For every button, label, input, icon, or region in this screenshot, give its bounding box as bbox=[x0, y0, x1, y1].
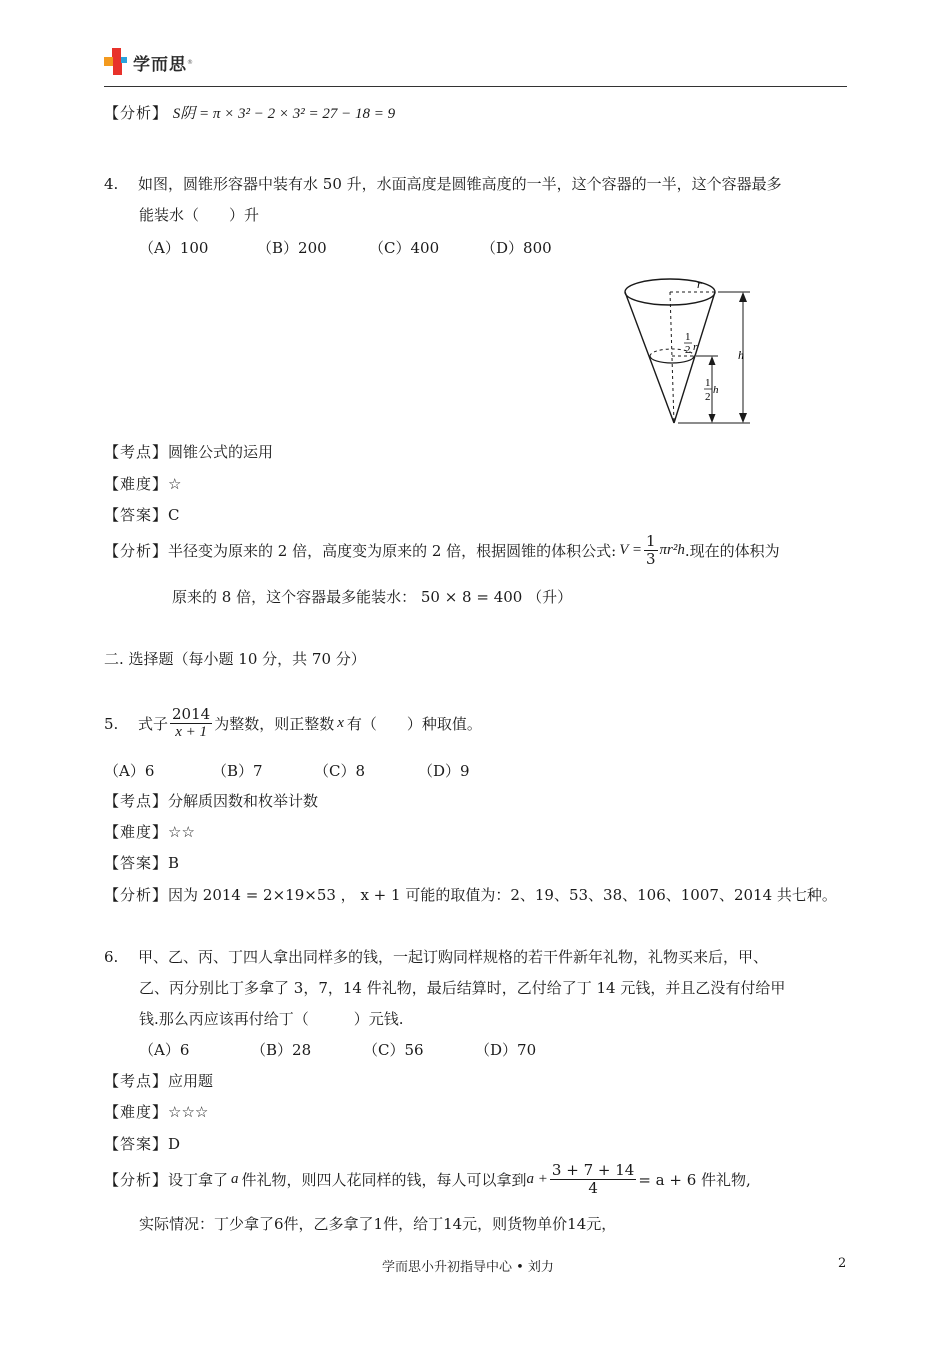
header-rule bbox=[104, 86, 847, 87]
q5-nandu bbox=[104, 821, 195, 842]
q5-fenxi bbox=[104, 884, 837, 905]
fenxi-var-a: a bbox=[231, 1171, 239, 1188]
fenxi-text: 因为 2014 = 2×19×53 ， x + 1 可能的取值为：2、19、53、38、106、1007、2014 共七种。 bbox=[168, 886, 837, 904]
fenxi-text-d: = a + 6 件礼物, bbox=[638, 1171, 751, 1190]
daan-tag: 【答案】 bbox=[104, 854, 169, 872]
kaodian-text: 分解质因数和枚举计数 bbox=[168, 792, 319, 810]
label-half-h-den: 2 bbox=[705, 391, 711, 403]
fenxi-frac-den: 3 bbox=[646, 550, 656, 569]
nandu-stars: ☆ bbox=[168, 475, 182, 493]
kaodian-tag: 【考点】 bbox=[104, 792, 169, 810]
fenxi-fraction bbox=[550, 1162, 636, 1198]
label-half-r-var: r bbox=[693, 341, 698, 353]
label-half-r-den: 2 bbox=[685, 344, 691, 356]
logo bbox=[104, 48, 193, 76]
q5-fraction bbox=[170, 706, 212, 742]
fenxi-fraction bbox=[644, 533, 658, 569]
daan-text: D bbox=[168, 1135, 181, 1153]
q6-kaodian bbox=[104, 1070, 213, 1091]
daan-text: B bbox=[168, 854, 180, 872]
fenxi-frac-num: 1 bbox=[646, 532, 656, 550]
q4-option-c: （C）400 bbox=[369, 239, 440, 257]
q4-option-d: （D）800 bbox=[481, 239, 552, 257]
q4-options bbox=[139, 237, 552, 258]
q5-text-a: 式子 bbox=[138, 715, 169, 734]
nandu-stars: ☆☆☆ bbox=[168, 1103, 209, 1121]
kaodian-tag: 【考点】 bbox=[104, 443, 169, 461]
q6-fenxi-line1 bbox=[104, 1162, 751, 1198]
daan-text: C bbox=[168, 506, 180, 524]
q5-text-b: 为整数，则正整数 bbox=[214, 715, 335, 734]
label-half-h-var: h bbox=[713, 384, 719, 396]
fenxi-text-b: 件礼物，则四人花同样的钱，每人可以拿到 bbox=[241, 1171, 527, 1190]
label-half-r-num: 1 bbox=[685, 331, 691, 343]
cone-left-edge bbox=[625, 292, 674, 423]
q5-option-b: （B）7 bbox=[212, 762, 263, 780]
logo-mark-icon bbox=[104, 48, 130, 76]
q5-option-a: （A）6 bbox=[104, 762, 155, 780]
q4-number: 4. bbox=[104, 175, 119, 193]
logo-text: 学而思 bbox=[133, 54, 187, 75]
q5-frac-num: 2014 bbox=[172, 705, 211, 723]
label-r: r bbox=[697, 277, 702, 291]
fenxi-frac-den: 4 bbox=[588, 1179, 598, 1198]
q5-options bbox=[104, 760, 470, 781]
cone-right-edge bbox=[674, 292, 715, 423]
q6-options bbox=[139, 1039, 536, 1060]
fenxi-frac-num: 3 + 7 + 14 bbox=[551, 1161, 635, 1179]
q4-nandu bbox=[104, 473, 181, 494]
q4-option-a: （A）100 bbox=[139, 239, 209, 257]
q4-daan bbox=[104, 504, 180, 525]
fenxi-tag: 【分析】 bbox=[104, 1171, 169, 1190]
q5-daan bbox=[104, 852, 179, 873]
q4-fenxi-line2: 原来的 8 倍，这个容器最多能装水： 50 × 8 = 400 （升） bbox=[172, 588, 573, 606]
q6-text-line2: 乙、丙分别比丁多拿了 3，7，14 件礼物，最后结算时，乙付给了丁 14 元钱，并且乙没有付给甲 bbox=[139, 979, 786, 997]
fenxi-text-b: .现在的体积为 bbox=[684, 542, 780, 561]
cone-figure bbox=[618, 272, 758, 430]
fenxi-text-a: 半径变为原来的 2 倍，高度变为原来的 2 倍，根据圆锥的体积公式: bbox=[168, 542, 617, 561]
fenxi-tag: 【分析】 bbox=[104, 886, 169, 904]
nandu-stars: ☆☆ bbox=[168, 823, 195, 841]
q6-number: 6. bbox=[104, 948, 119, 966]
q5-option-c: （C）8 bbox=[314, 762, 366, 780]
kaodian-text: 应用题 bbox=[168, 1072, 214, 1090]
logo-registered-mark: ® bbox=[187, 58, 193, 66]
q5-var-x: x bbox=[337, 715, 344, 732]
q4-fenxi-line1 bbox=[104, 533, 780, 569]
q6-fenxi-line2: 实际情况：丁少拿了6件，乙多拿了1件，给丁14元，则货物单价14元， bbox=[139, 1215, 617, 1233]
q6-text-line3: 钱.那么丙应该再付给丁（ ）元钱. bbox=[139, 1010, 404, 1028]
q6-text-line1: 甲、乙、丙、丁四人拿出同样多的钱，一起订购同样规格的若干件新年礼物，礼物买来后，甲、 bbox=[138, 948, 769, 966]
q6-daan bbox=[104, 1133, 180, 1154]
q4-text-line2: 能装水（ ）升 bbox=[139, 206, 260, 224]
footer-center: 学而思小升初指导中心 • 刘力 bbox=[382, 1260, 554, 1275]
section-title: 二. 选择题（每小题 10 分，共 70 分） bbox=[104, 650, 366, 668]
fenxi-text-a: 设丁拿了 bbox=[168, 1171, 229, 1190]
fenxi-text-c: a + bbox=[526, 1171, 548, 1188]
q5-line1 bbox=[104, 706, 482, 742]
q6-option-b: （B）28 bbox=[251, 1041, 312, 1059]
nandu-tag: 【难度】 bbox=[104, 475, 169, 493]
label-half-h-num: 1 bbox=[705, 377, 711, 389]
q6-nandu bbox=[104, 1101, 208, 1122]
analysis-tag: 【分析】 bbox=[104, 104, 169, 122]
nandu-tag: 【难度】 bbox=[104, 823, 169, 841]
h-arrow-bottom bbox=[739, 413, 747, 423]
label-h: h bbox=[738, 348, 744, 362]
cone-axis bbox=[670, 292, 674, 423]
q5-text-c: 有（ ）种取值。 bbox=[346, 715, 482, 734]
q4-option-b: （B）200 bbox=[257, 239, 327, 257]
half-h-arrow-bottom bbox=[709, 414, 716, 423]
fenxi-tag: 【分析】 bbox=[104, 542, 169, 561]
q6-option-d: （D）70 bbox=[475, 1041, 537, 1059]
analysis-formula: S阴 = π × 3² − 2 × 3² = 27 − 18 = 9 bbox=[172, 106, 396, 122]
q4-line1 bbox=[104, 173, 782, 194]
q6-option-a: （A）6 bbox=[139, 1041, 190, 1059]
nandu-tag: 【难度】 bbox=[104, 1103, 169, 1121]
daan-tag: 【答案】 bbox=[104, 506, 169, 524]
fenxi-formula-rhs: πr²h bbox=[659, 542, 685, 559]
fenxi-formula-lhs: V = bbox=[619, 542, 642, 559]
page-number: 2 bbox=[838, 1256, 847, 1271]
top-analysis bbox=[104, 102, 395, 123]
q5-kaodian bbox=[104, 790, 318, 811]
kaodian-text: 圆锥公式的运用 bbox=[168, 443, 274, 461]
q5-number: 5. bbox=[104, 714, 119, 733]
h-arrow-top bbox=[739, 292, 747, 302]
q5-option-d: （D）9 bbox=[418, 762, 470, 780]
kaodian-tag: 【考点】 bbox=[104, 1072, 169, 1090]
q4-kaodian bbox=[104, 441, 273, 462]
q4-text-line1: 如图，圆锥形容器中装有水 50 升，水面高度是圆锥高度的一半，这个容器的一半，这个容器最多 bbox=[138, 175, 782, 193]
daan-tag: 【答案】 bbox=[104, 1135, 169, 1153]
half-h-arrow-top bbox=[709, 356, 716, 365]
q6-option-c: （C）56 bbox=[363, 1041, 424, 1059]
q5-frac-den: x + 1 bbox=[175, 724, 207, 741]
q6-line1 bbox=[104, 946, 768, 967]
